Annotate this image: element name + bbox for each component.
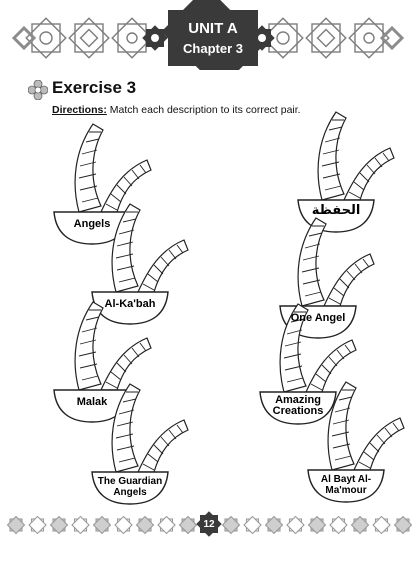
footer-star-icon xyxy=(115,517,132,534)
match-item-right-1: الحفظة xyxy=(311,203,361,218)
footer-star-icon xyxy=(266,517,283,534)
match-item-right-4: Al Bayt Al-Ma'mour xyxy=(320,474,372,496)
page-number: 12 xyxy=(203,519,215,530)
exercise-title: Exercise 3 xyxy=(52,78,137,97)
footer-star-icon xyxy=(309,517,326,534)
match-item-left-4: The Guardian Angels xyxy=(97,476,163,498)
directions-text: Match each description to its correct pair. xyxy=(106,104,301,116)
match-item-left-1: Angels xyxy=(73,218,111,230)
footer-star-icon xyxy=(223,517,240,534)
footer-star-icon xyxy=(137,517,154,534)
footer-star-icon xyxy=(395,517,412,534)
match-item-left-2: Al-Ka'bah xyxy=(104,298,156,310)
footer-star-icon xyxy=(330,517,347,534)
footer-star-icon xyxy=(51,517,68,534)
footer-star-icon xyxy=(158,517,175,534)
footer-star-icon xyxy=(29,517,46,534)
footer-star-icon xyxy=(287,517,304,534)
match-item-left-3: Malak xyxy=(76,396,108,408)
footer-star-icon xyxy=(244,517,261,534)
match-item-right-3: Amazing Creations xyxy=(272,394,324,417)
footer-star-icon xyxy=(72,517,89,534)
footer-star-icon xyxy=(94,517,111,534)
chapter-title: Chapter 3 xyxy=(183,41,243,56)
match-item-right-2: One Angel xyxy=(290,312,346,324)
footer-star-icon xyxy=(8,517,25,534)
footer-star-icon xyxy=(352,517,369,534)
directions-label: Directions: xyxy=(52,104,107,116)
unit-title: UNIT A xyxy=(188,20,238,37)
footer-star-icon xyxy=(373,517,390,534)
footer-star-icon xyxy=(180,517,197,534)
